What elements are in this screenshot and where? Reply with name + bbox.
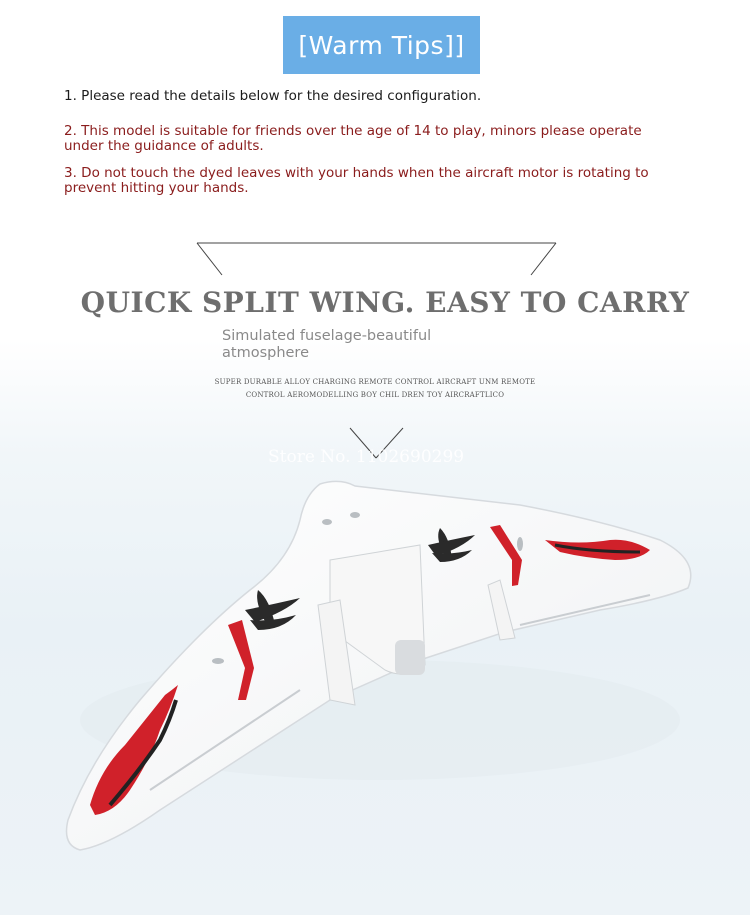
- warm-tips-badge: [Warm Tips]]: [283, 16, 480, 74]
- headline: QUICK SPLIT WING. EASY TO CARRY: [80, 286, 690, 319]
- tip-item-2: 2. This model is suitable for friends over the age of 14 to play, minors please operate under the guidance of adults.: [64, 123, 642, 154]
- tip-item-1: 1. Please read the details below for the desired configuration.: [64, 88, 482, 104]
- store-watermark: Store No. 1102690299: [268, 447, 465, 467]
- tip-item-3: 3. Do not touch the dyed leaves with your hands when the aircraft motor is rotating to prevent hitting your hands.: [64, 165, 649, 196]
- product-caption: SUPER DURABLE ALLOY CHARGING REMOTE CONTROL AIRCRAFT UNM REMOTE CONTROL AEROMODELLING BOY CHIL DREN TOY AIRCRAFTLICO: [214, 378, 536, 399]
- sub-heading: Simulated fuselage-beautiful atmosphere: [222, 328, 432, 361]
